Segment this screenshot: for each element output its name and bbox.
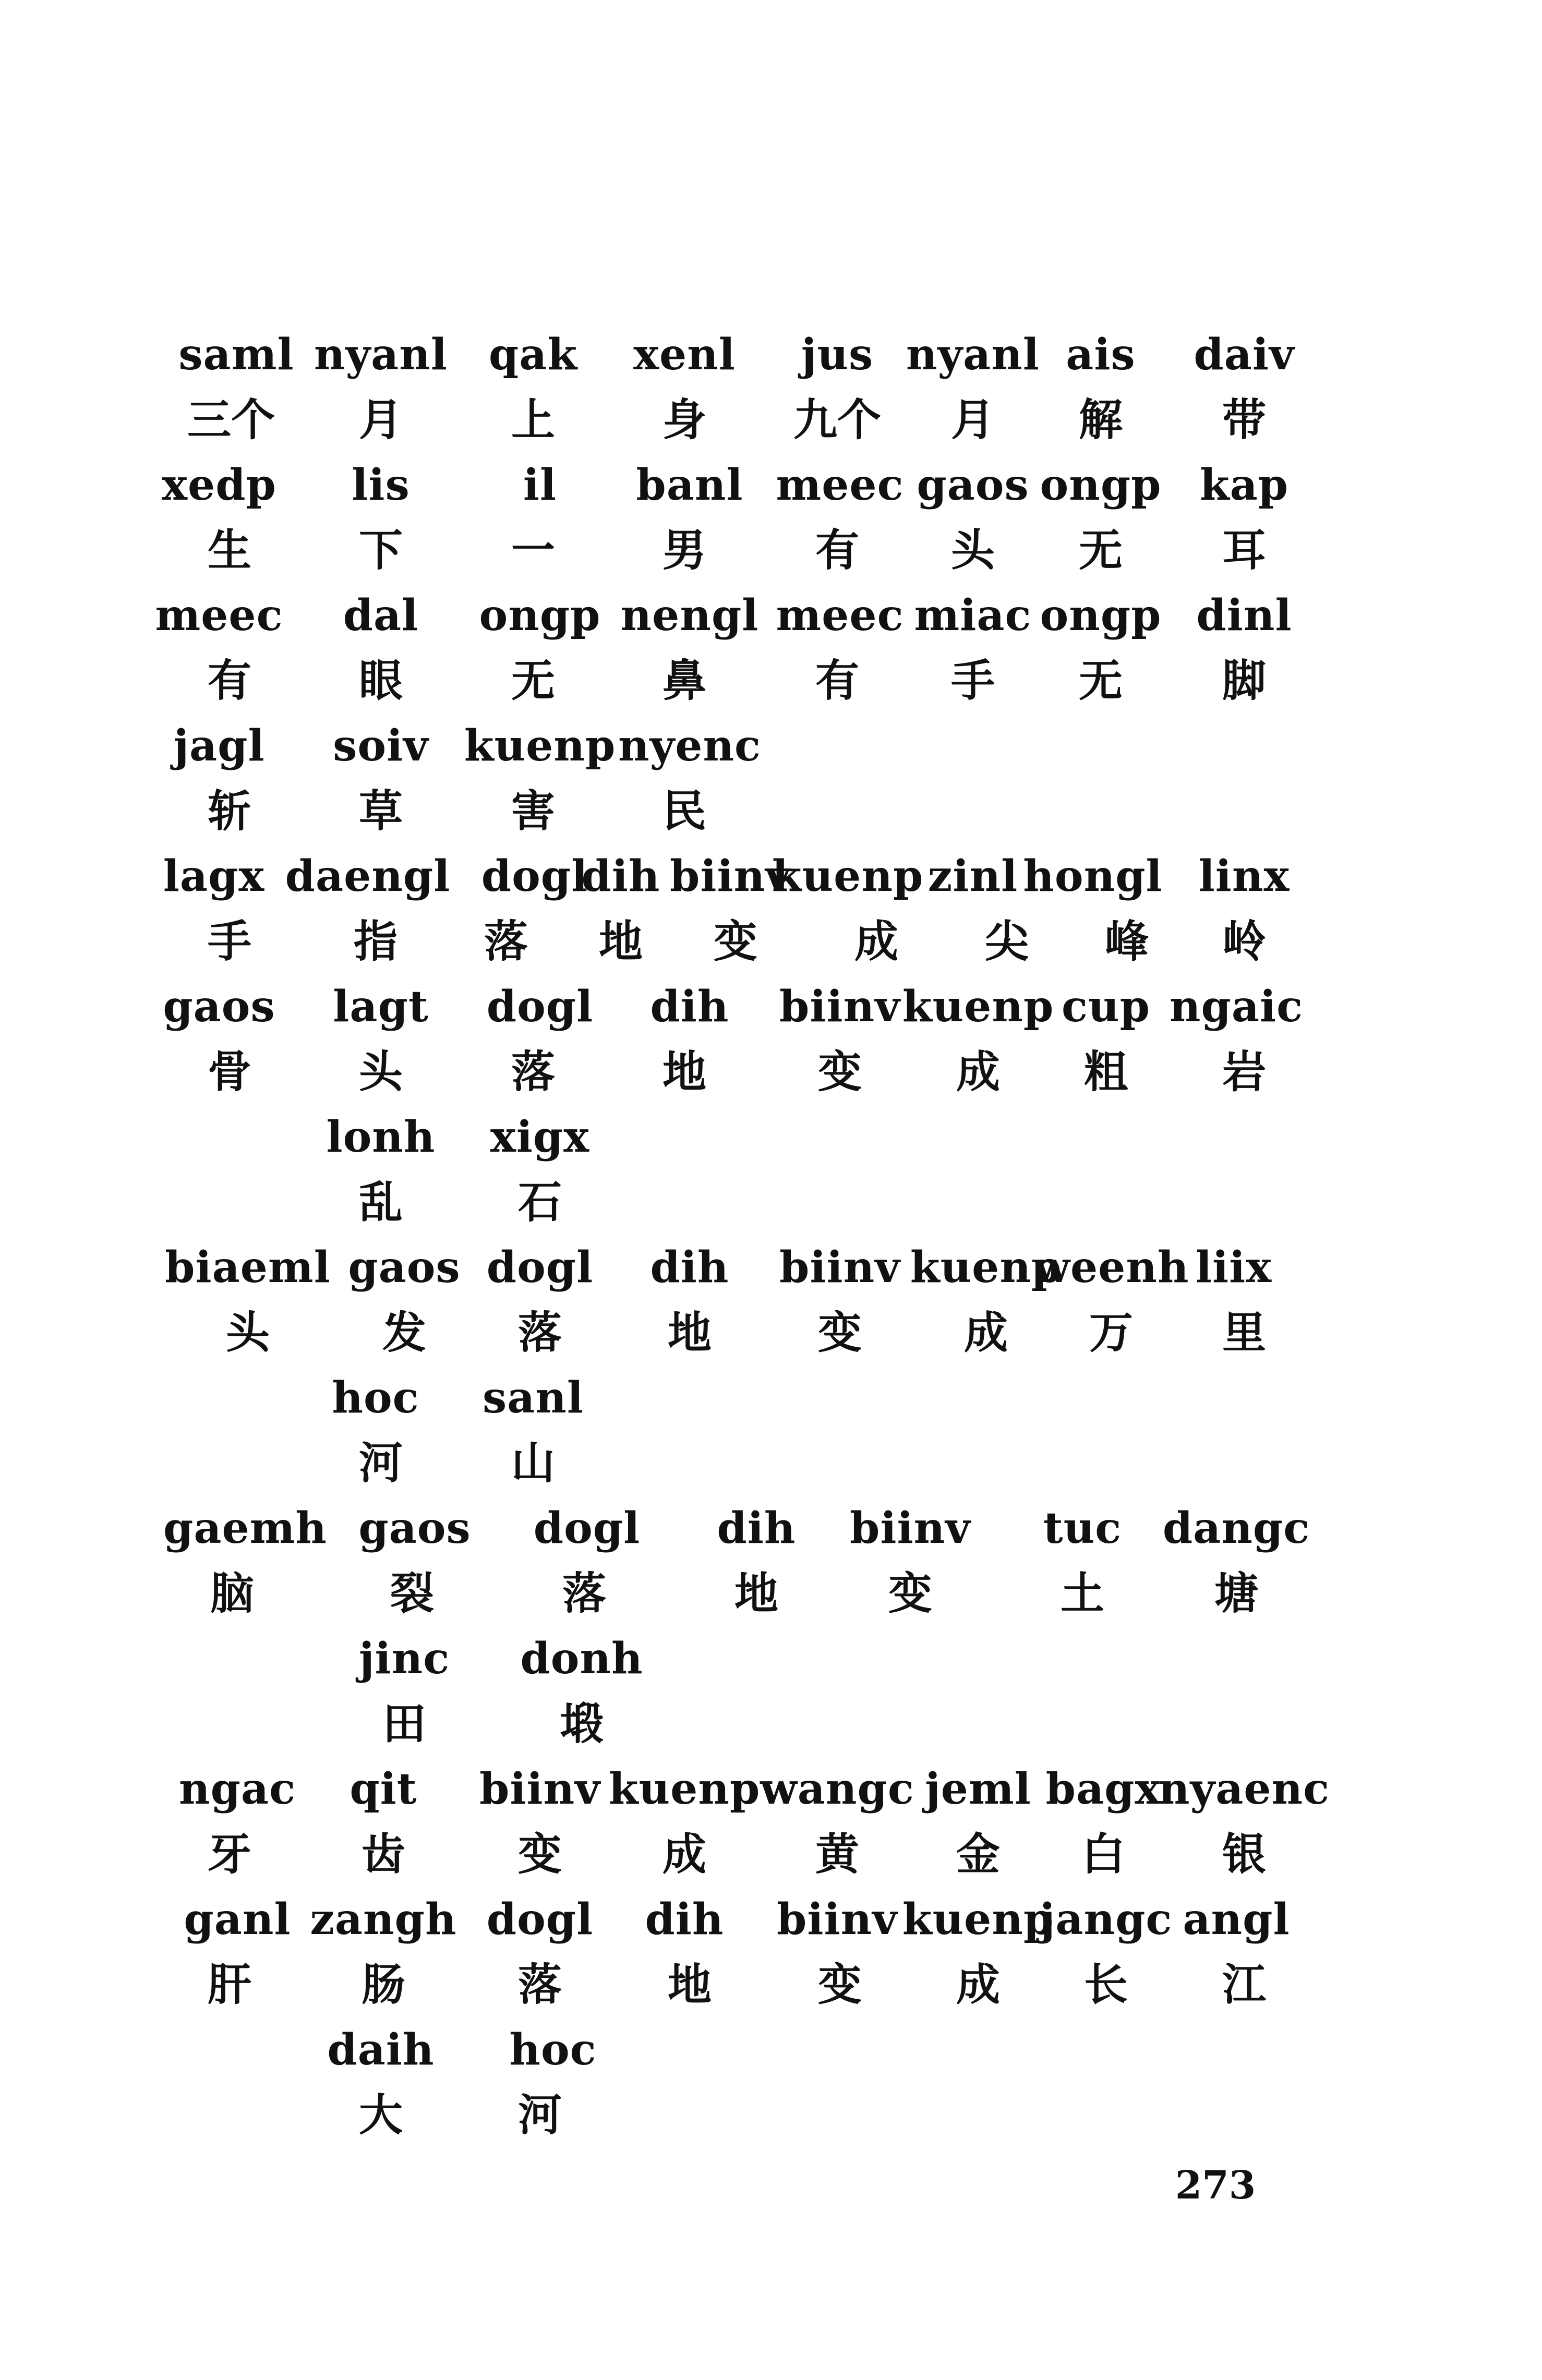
romanized-word: meec	[776, 460, 904, 510]
chinese-word: 塘	[1214, 1567, 1259, 1619]
romanized-word: kuenp	[910, 1242, 1062, 1292]
romanized-word: xenl	[633, 330, 736, 380]
chinese-word: 上	[511, 394, 556, 445]
chinese-word: 无	[1078, 524, 1123, 576]
romanized-word: daiv	[1194, 330, 1295, 380]
romanized-word: ongp	[479, 590, 601, 641]
romanized-word: gaos	[358, 1503, 471, 1553]
chinese-word: 头	[950, 524, 995, 576]
romanized-line	[0, 584, 1542, 647]
romanized-word: kuenp	[902, 1894, 1054, 1944]
romanized-line	[0, 1627, 1542, 1690]
chinese-word: 成	[956, 1046, 1001, 1097]
chinese-word: 成	[956, 1959, 1001, 2010]
chinese-word: 指	[353, 915, 398, 967]
chinese-word: 头	[225, 1307, 270, 1358]
chinese-word: 粗	[1083, 1046, 1128, 1097]
romanized-word: dih	[650, 1242, 729, 1292]
romanized-word: cup	[1062, 982, 1150, 1032]
romanized-word: ganl	[184, 1894, 291, 1944]
page-number: 273	[1175, 2163, 1256, 2208]
romanized-word: dogl	[486, 982, 594, 1032]
chinese-word: 生	[207, 524, 252, 576]
chinese-word: 地	[667, 1959, 712, 2010]
chinese-word: 月	[950, 394, 995, 445]
chinese-word: 九个	[793, 394, 882, 445]
chinese-word: 成	[662, 1828, 707, 1880]
romanized-word: daengl	[285, 851, 451, 901]
chinese-word: 耳	[1222, 524, 1267, 576]
chinese-word: 肝	[207, 1959, 252, 2010]
chinese-word: 月	[358, 394, 403, 445]
chinese-gloss-line	[0, 1171, 1542, 1234]
chinese-word: 解	[1078, 394, 1123, 445]
chinese-word: 一	[511, 524, 556, 576]
chinese-word: 成	[963, 1307, 1008, 1358]
chinese-gloss-line	[0, 1562, 1542, 1625]
romanized-word: gaos	[163, 982, 275, 1032]
chinese-gloss-line	[0, 1432, 1542, 1494]
romanized-word: weenh	[1033, 1242, 1189, 1292]
chinese-word: 土	[1060, 1567, 1105, 1619]
chinese-word: 峰	[1104, 915, 1149, 967]
chinese-word: 岩	[1222, 1046, 1267, 1097]
chinese-word: 斩	[207, 785, 252, 837]
chinese-word: 万	[1089, 1307, 1134, 1358]
romanized-word: nyenc	[618, 721, 761, 771]
chinese-gloss-line	[0, 389, 1542, 451]
chinese-word: 变	[713, 915, 758, 967]
romanized-word: soiv	[333, 721, 429, 771]
romanized-word: dih	[645, 1894, 724, 1944]
chinese-word: 有	[815, 655, 860, 706]
romanized-line	[0, 1888, 1542, 1951]
romanized-word: ngaic	[1169, 982, 1304, 1032]
chinese-gloss-line	[0, 1301, 1542, 1364]
romanized-word: sanl	[482, 1373, 584, 1423]
romanized-word: nyaenc	[1158, 1764, 1330, 1814]
romanized-line	[0, 1106, 1542, 1168]
romanized-word: hongl	[1023, 851, 1163, 901]
chinese-word: 地	[667, 1307, 712, 1358]
romanized-word: ais	[1066, 330, 1136, 380]
chinese-gloss-line	[0, 1823, 1542, 1886]
chinese-word: 大	[358, 2089, 403, 2141]
romanized-word: hoc	[509, 2025, 597, 2075]
romanized-word: lis	[352, 460, 410, 510]
romanized-word: tuc	[1043, 1503, 1122, 1553]
romanized-word: daih	[327, 2025, 435, 2075]
romanized-word: dih	[581, 851, 660, 901]
romanized-word: dih	[650, 982, 729, 1032]
romanized-word: biinv	[479, 1764, 600, 1814]
chinese-gloss-line	[0, 649, 1542, 712]
chinese-word: 田	[382, 1698, 427, 1749]
romanized-word: biinv	[850, 1503, 971, 1553]
chinese-word: 岭	[1222, 915, 1267, 967]
romanized-word: nyanl	[906, 330, 1040, 380]
romanized-word: ongp	[1040, 590, 1162, 641]
chinese-word: 无	[511, 655, 556, 706]
romanized-line	[0, 715, 1542, 777]
chinese-gloss-line	[0, 910, 1542, 973]
romanized-word: dogl	[533, 1503, 641, 1553]
romanized-word: lagx	[163, 851, 265, 901]
chinese-word: 男	[662, 524, 707, 576]
romanized-line	[0, 323, 1542, 386]
chinese-word: 银	[1222, 1828, 1267, 1880]
chinese-word: 江	[1222, 1959, 1267, 2010]
chinese-word: 有	[207, 655, 252, 706]
chinese-word: 落	[484, 915, 528, 967]
romanized-word: kuenp	[772, 851, 924, 901]
chinese-word: 金	[956, 1828, 1001, 1880]
chinese-word: 白	[1081, 1828, 1126, 1880]
romanized-word: ngac	[178, 1764, 296, 1814]
romanized-word: jangc	[1039, 1894, 1173, 1944]
romanized-line	[0, 1367, 1542, 1429]
chinese-word: 乱	[358, 1176, 403, 1228]
romanized-word: dih	[717, 1503, 796, 1553]
chinese-gloss-line	[0, 1693, 1542, 1755]
romanized-word: nengl	[620, 590, 759, 641]
chinese-word: 尖	[984, 915, 1029, 967]
romanized-word: dogl	[486, 1242, 594, 1292]
romanized-word: linx	[1198, 851, 1290, 901]
chinese-word: 河	[358, 1437, 403, 1489]
chinese-word: 落	[562, 1567, 607, 1619]
chinese-gloss-line	[0, 519, 1542, 582]
chinese-word: 身	[662, 394, 707, 445]
chinese-word: 河	[517, 2089, 562, 2141]
chinese-word: 地	[598, 915, 643, 967]
romanized-word: miac	[914, 590, 1032, 641]
chinese-word: 三个	[187, 394, 275, 445]
romanized-word: donh	[520, 1634, 643, 1684]
romanized-word: nyanl	[314, 330, 448, 380]
chinese-word: 害	[511, 785, 556, 837]
chinese-word: 变	[817, 1307, 862, 1358]
chinese-word: 手	[950, 655, 995, 706]
romanized-word: saml	[178, 330, 294, 380]
romanized-word: gaemh	[163, 1503, 328, 1553]
chinese-word: 肠	[361, 1959, 406, 2010]
romanized-word: kuenp	[464, 721, 616, 771]
chinese-word: 牙	[207, 1828, 252, 1880]
chinese-gloss-line	[0, 780, 1542, 842]
chinese-word: 手	[207, 915, 252, 967]
romanized-word: biinv	[777, 1894, 898, 1944]
romanized-word: xigx	[490, 1112, 590, 1162]
romanized-word: kuenp	[902, 982, 1054, 1032]
chinese-word: 发	[382, 1307, 427, 1358]
chinese-word: 成	[854, 915, 899, 967]
romanized-word: dinl	[1196, 590, 1292, 641]
romanized-line	[0, 1758, 1542, 1820]
romanized-word: biinv	[779, 982, 900, 1032]
chinese-word: 脑	[210, 1567, 255, 1619]
romanized-word: xedp	[162, 460, 276, 510]
chinese-word: 骨	[207, 1046, 252, 1097]
romanized-word: biinv	[779, 1242, 900, 1292]
chinese-word: 变	[817, 1959, 862, 2010]
romanized-word: zangh	[310, 1894, 457, 1944]
romanized-word: jeml	[925, 1764, 1031, 1814]
romanized-word: zinl	[927, 851, 1018, 901]
chinese-word: 塅	[559, 1698, 604, 1749]
chinese-word: 齿	[361, 1828, 406, 1880]
romanized-word: lagt	[333, 982, 429, 1032]
romanized-word: bagx	[1045, 1764, 1161, 1814]
chinese-word: 地	[734, 1567, 779, 1619]
chinese-word: 裂	[390, 1567, 435, 1619]
chinese-word: 鼻	[662, 655, 707, 706]
chinese-word: 头	[358, 1046, 403, 1097]
chinese-word: 落	[517, 1959, 562, 2010]
chinese-word: 带	[1222, 394, 1267, 445]
romanized-word: gaos	[348, 1242, 461, 1292]
romanized-word: il	[523, 460, 557, 510]
romanized-word: jus	[801, 330, 874, 380]
chinese-word: 长	[1083, 1959, 1128, 2010]
chinese-word: 变	[817, 1046, 862, 1097]
chinese-word: 变	[517, 1828, 562, 1880]
chinese-gloss-line	[0, 2084, 1542, 2146]
romanized-word: lonh	[326, 1112, 436, 1162]
chinese-word: 民	[662, 785, 707, 837]
romanized-word: dangc	[1162, 1503, 1310, 1553]
romanized-word: ongp	[1040, 460, 1162, 510]
chinese-word: 脚	[1222, 655, 1267, 706]
romanized-word: kap	[1199, 460, 1289, 510]
romanized-word: liix	[1195, 1242, 1272, 1292]
romanized-word: gaos	[917, 460, 1029, 510]
chinese-word: 落	[517, 1307, 562, 1358]
romanized-word: qak	[488, 330, 578, 380]
chinese-word: 无	[1078, 655, 1123, 706]
romanized-line	[0, 845, 1542, 908]
romanized-line	[0, 975, 1542, 1038]
romanized-word: angl	[1183, 1894, 1290, 1944]
romanized-word: qit	[350, 1764, 417, 1814]
romanized-word: jagl	[173, 721, 265, 771]
romanized-word: banl	[636, 460, 743, 510]
chinese-gloss-line	[0, 1041, 1542, 1103]
romanized-word: wangc	[760, 1764, 914, 1814]
romanized-line	[0, 1236, 1542, 1299]
romanized-word: meec	[776, 590, 904, 641]
romanized-word: hoc	[332, 1373, 419, 1423]
romanized-word: meec	[155, 590, 283, 641]
chinese-gloss-line	[0, 1953, 1542, 2016]
chinese-word: 石	[517, 1176, 562, 1228]
chinese-word: 眼	[358, 655, 403, 706]
romanized-word: dal	[343, 590, 419, 641]
romanized-word: biinv	[670, 851, 791, 901]
romanized-word: kuenp	[608, 1764, 761, 1814]
chinese-word: 下	[358, 524, 403, 576]
romanized-line	[0, 1497, 1542, 1560]
romanized-word: biaeml	[165, 1242, 331, 1292]
romanized-word: dogl	[481, 851, 588, 901]
romanized-word: dogl	[486, 1894, 594, 1944]
romanized-line	[0, 2019, 1542, 2081]
chinese-word: 草	[358, 785, 403, 837]
chinese-word: 里	[1222, 1307, 1267, 1358]
romanized-word: jinc	[358, 1634, 450, 1684]
chinese-word: 落	[511, 1046, 556, 1097]
chinese-word: 黄	[815, 1828, 860, 1880]
romanized-line	[0, 454, 1542, 516]
chinese-word: 变	[888, 1567, 933, 1619]
chinese-word: 有	[815, 524, 860, 576]
chinese-word: 山	[511, 1437, 556, 1489]
chinese-word: 地	[662, 1046, 707, 1097]
